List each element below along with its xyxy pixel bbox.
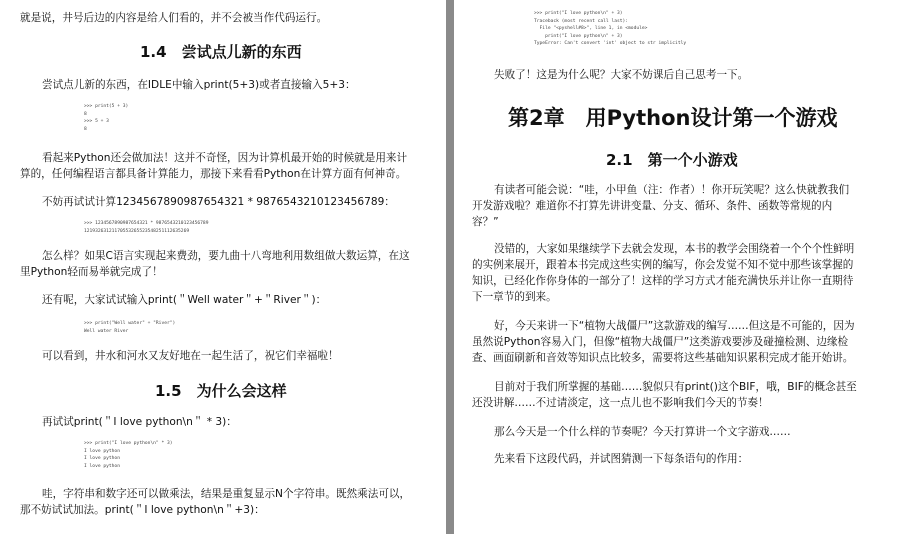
code-block-add xyxy=(84,103,128,133)
paragraph-line: 容？” xyxy=(472,216,499,228)
code-line: I love python xyxy=(84,448,120,454)
code-block-multiply xyxy=(84,440,173,470)
paragraph-line: 下一章节的到来。 xyxy=(472,291,557,303)
paragraph-line: 那不妨试试加法。print(＂I love python\n＂+3)： xyxy=(20,504,265,516)
paragraph-line: 失败了！这是为什么呢？大家不妨课后自己思考一下。 xyxy=(494,69,749,81)
code-line: 8 xyxy=(84,126,87,132)
code-line: Well water River xyxy=(84,328,129,334)
code-line: >>> print("I love python\n" + 3) xyxy=(534,11,623,16)
code-line: 12193263121170553265523548251112635269 xyxy=(84,228,190,234)
paragraph-line: 有读者可能会说：“哇，小甲鱼（注：作者）！你开玩笑呢？这么快就教我们 xyxy=(494,184,850,196)
paragraph-line: 哇，字符串和数字还可以做乘法，结果是重复显示N个字符串。既然乘法可以， xyxy=(42,488,411,500)
page-gutter xyxy=(446,0,454,534)
code-block-error xyxy=(534,10,686,48)
left-page xyxy=(0,0,446,534)
code-block-bignum xyxy=(84,220,208,235)
paragraph-line: 知识，已经化作你身体的一部分了！这样的学习方式才能充满快乐并让你一直期待 xyxy=(472,275,854,287)
s14-paragraph: 尝试点儿新的东西，在IDLE中输入print(5+3)或者直接输入5+3： xyxy=(42,79,356,91)
paragraph-line: 好，今天来讲一下“植物大战僵尸”这款游戏的编写……但这是不可能的，因为 xyxy=(494,320,855,332)
code-line: >>> print("I love python\n" * 3) xyxy=(84,441,173,446)
right-page xyxy=(454,0,900,534)
paragraph-line: 开发游戏啦？难道你不打算先讲讲变量、分支、循环、条件、函数等常规的内 xyxy=(472,200,833,212)
intro-text: 就是说，井号后边的内容是给人们看的，并不会被当作代码运行。 xyxy=(20,12,328,24)
section-2-1-heading: 2.1 第一个小游戏 xyxy=(606,151,738,169)
paragraph-line: 怎么样？如果C语言实现起来费劲，要九曲十八弯地利用数组做大数运算，在这 xyxy=(42,250,410,262)
paragraph-line: 那么今天是一个什么样的节奏呢？今天打算讲一个文字游戏…… xyxy=(494,426,791,438)
code-line: 8 xyxy=(84,111,87,117)
code-line: File "<pyshell#8>", line 1, in <module> xyxy=(534,26,648,32)
paragraph-line: 目前对于我们所掌握的基础……貌似只有print()这个BIF，哦，BIF的概念甚至 xyxy=(494,381,857,393)
paragraph-line: 虽然说Python容易入门，但像“植物大战僵尸”这类游戏要涉及碰撞检测、边缘检 xyxy=(472,336,849,348)
paragraph-line: 查、画面刷新和音效等知识点比较多，需要将这些基础知识累积完成才能开始讲。 xyxy=(472,352,854,364)
chapter-2-title: 第2章 用Python设计第一个游戏 xyxy=(508,106,838,130)
paragraph-line: 的实例来展开，跟着本书完成这些实例的编写，你会发觉不知不觉中那些该掌握的 xyxy=(472,259,854,271)
paragraph-line: 算的，任何编程语言都具备计算能力，那接下来看看Python在计算方面有何神奇。 xyxy=(20,168,407,180)
paragraph-line: 还没讲解……不过请淡定，这一点儿也不影响我们今天的节奏！ xyxy=(472,397,769,409)
paragraph-line: 还有呢，大家试试输入print(＂Well water＂+＂River＂)： xyxy=(42,294,327,306)
paragraph-line: 再试试print(＂I love python\n＂ * 3)： xyxy=(42,416,237,428)
code-block-strings xyxy=(84,320,175,335)
code-line: >>> print(5 + 3) xyxy=(84,104,129,109)
paragraph-line: 没错的，大家如果继续学下去就会发现，本书的教学会围绕着一个个个性鲜明 xyxy=(494,243,855,255)
paragraph-line: 不妨再试试计算1234567890987654321 * 9876543210123456789： xyxy=(42,196,395,208)
code-line: Traceback (most recent call last): xyxy=(534,18,629,24)
code-line: print("I love python\n" + 3) xyxy=(534,33,623,39)
code-line: I love python xyxy=(84,463,120,469)
code-line: >>> 1234567890987654321 * 9876543210123456789 xyxy=(84,221,209,226)
code-line: >>> 5 + 3 xyxy=(84,119,109,125)
code-line: I love python xyxy=(84,456,120,462)
section-1-5-heading: 1.5 为什么会这样 xyxy=(155,382,287,400)
code-line: >>> print("Well water" + "River") xyxy=(84,321,176,326)
paragraph-line: 看起来Python还会做加法！这并不奇怪，因为计算机最开始的时候就是用来计 xyxy=(42,152,408,164)
code-line: TypeError: Can't convert 'int' object to str implicitly xyxy=(534,41,687,47)
paragraph-line: 先来看下这段代码，并试图猜测一下每条语句的作用： xyxy=(494,453,749,465)
section-1-4-heading: 1.4 尝试点儿新的东西 xyxy=(140,43,302,61)
paragraph-line: 可以看到，井水和河水又友好地在一起生活了，祝它们幸福啦！ xyxy=(42,350,339,362)
paragraph-line: 里Python轻而易举就完成了！ xyxy=(20,266,163,278)
